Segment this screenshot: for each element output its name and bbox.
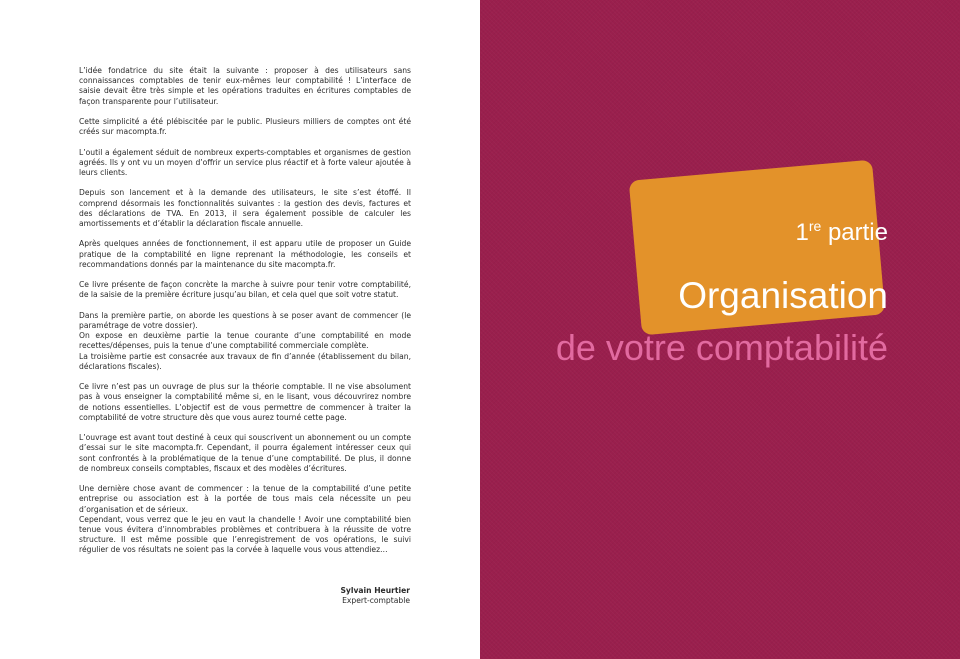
paragraph: Dans la première partie, on aborde les questions à se poser avant de commencer (le paramétrage de votre dossier). (79, 310, 411, 330)
chapter-subtitle: de votre comptabilité (555, 327, 888, 368)
part-number: 1 (795, 219, 809, 246)
paragraph: Cependant, vous verrez que le jeu en vaut la chandelle ! Avoir une comptabilité bien tenue vous évitera d’innombrables problèmes et contribuera à la réussite de votre structure. Il est même possible que l’enregistrement de vos opérations, le suivi régulier de vos résultats ne soient pas la corvée à laquelle vous vous attendiez… (79, 514, 411, 555)
paragraph: Depuis son lancement et à la demande des utilisateurs, le site s’est étoffé. Il comprend désormais les fonctionnalités suivantes : la gestion des devis, factures et des déclarations de TVA. En 2013, il sera également possible de calculer les amortissements et d’établir la déclaration fiscale annuelle. (79, 188, 411, 228)
part-word: partie (827, 219, 888, 246)
right-page (480, 0, 960, 659)
paragraph: Cette simplicité a été plébiscitée par le public. Plusieurs milliers de comptes ont été créés sur macompta.fr. (79, 117, 411, 137)
paragraph: La troisième partie est consacrée aux travaux de fin d’année (établissement du bilan, déclarations fiscales). (79, 351, 411, 371)
part-label (795, 219, 888, 247)
signature-role: Expert-comptable (342, 596, 410, 606)
signature-name: Sylvain Heurtier (340, 586, 410, 595)
signature (340, 586, 410, 607)
preface-text (79, 66, 411, 566)
paragraph: Après quelques années de fonctionnement, il est apparu utile de proposer un Guide pratique de la comptabilité en ligne reprenant la méthodologie, les conseils et recommandations donnés par la maintenance du site macompta.fr. (79, 239, 411, 269)
paragraph: Une dernière chose avant de commencer : la tenue de la comptabilité d’une petite entreprise ou association est à la portée de tous mais cela nécessite un peu d’organisation et de sérieux. (79, 484, 411, 514)
part-suffix: re (808, 218, 822, 234)
chapter-title: Organisation (678, 275, 888, 316)
paragraph: Ce livre n’est pas un ouvrage de plus sur la théorie comptable. Il ne vise absolument pas à vous enseigner la comptabilité même si, en le lisant, vous découvrirez nombre de notions essentielles. L’objectif est de vous permettre de commencer à traiter la comptabilité de votre structure dès que vous aurez tourné cette page. (79, 382, 411, 422)
paragraph: L’outil a également séduit de nombreux experts-comptables et organismes de gestion agréés. Ils y ont vu un moyen d’offrir un service plus réactif et à forte valeur ajoutée à leurs clients. (79, 147, 411, 177)
paragraph: L’idée fondatrice du site était la suivante : proposer à des utilisateurs sans connaissances comptables de tenir eux-mêmes leur comptabilité ! L’interface de saisie devait être très simple et les opérations traduites en écritures comptables de façon transparente pour l’utilisateur. (79, 66, 411, 106)
paragraph: Ce livre présente de façon concrète la marche à suivre pour tenir votre comptabilité, de la saisie de la première écriture jusqu’au bilan, et cela quel que soit votre statut. (79, 280, 411, 300)
paragraph: On expose en deuxième partie la tenue courante d’une comptabilité en mode recettes/dépenses, puis la tenue d’une comptabilité commerciale complète. (79, 331, 411, 351)
paragraph: L’ouvrage est avant tout destiné à ceux qui souscrivent un abonnement ou un compte d’essai sur le site macompta.fr. Cependant, il pourra également intéresser ceux qui sont confrontés à la problématique de la tenue d’une comptabilité. De plus, il donne de nombreux conseils comptables, fiscaux et des modèles d’écritures. (79, 433, 411, 473)
